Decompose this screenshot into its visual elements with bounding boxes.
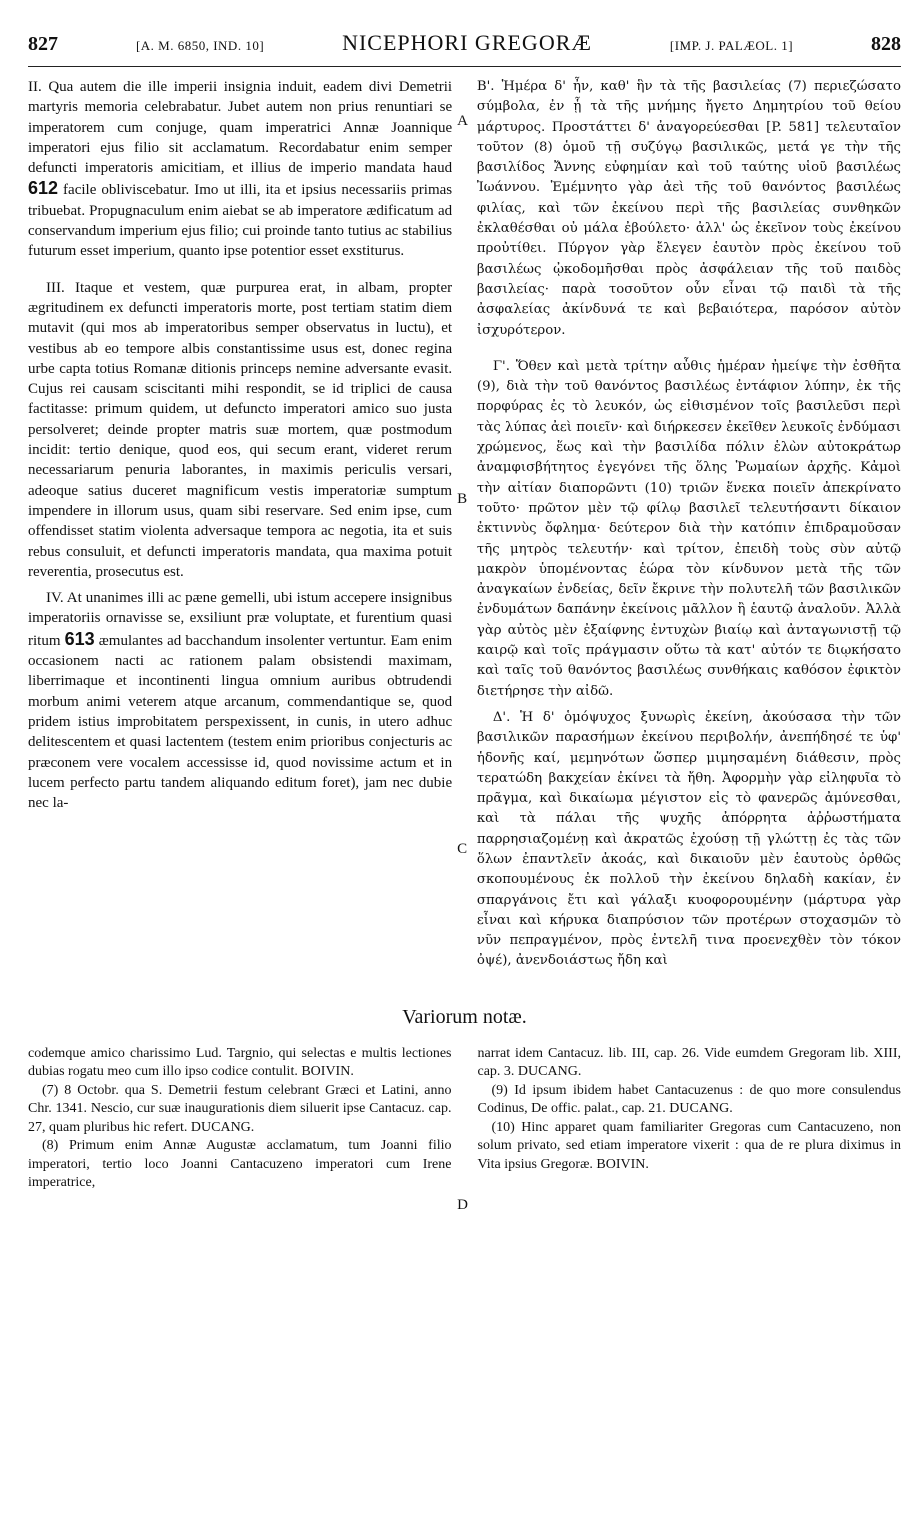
greek-paragraph-4: Δ'. Ἡ δ' ὁμόψυχος ξυνωρὶς ἐκείνη, ἀκούσασα τὴν τῶν βασιλικῶν παρασήμων ἐκείνου περιβολήν, ἀνεπήδησέ τε ὑφ' ἡδονῆς καί, μεμηνότων ὥσπερ μιμησαμένη διάθεσιν, πρὸς τερατώδη βακχείαν ἐκίνει τὰ ἤθη. Ἀφορμὴν γὰρ εἰληφυῖα τὸ πρᾶγμα, καὶ δικαίωμα μέγιστον εἰς τὸ φανερῶς ἀμύνεσθαι, καὶ τὰ πάλαι τῆς ψυχῆς ἀπόρρητα ἀῤῥωστήματα παρρησιαζομένῃ καὶ ἀκρατῶς ἐχούσῃ τῇ γλώττῃ ἐς τὰς τῶν ὅλων ἐπαντλεῖν ἀκοάς, καὶ δικαιοῦν μὲν ἑαυτοὺς ὀρθῶς σκοπουμένους ἐκ πολλοῦ τὴν ἐκείνου δηλαδὴ κακίαν, ἐν σπαργάνοις ἔτι καὶ γάλαξι κυοφορουμένην (μάρτυρα γὰρ εἶναι καὶ κήρυκα διαπρύσιον τῶν προτέρων στοχασμῶν τὸ νῦν πεπραγμένον, πρὸς ἐντελῆ τινα προενεχθὲν τὸν τόκον ὀψέ), ἀνενδοιάστως ἤδη καὶ <box>476 709 901 969</box>
footnote-10: (10) Hinc apparet quam familiariter Gregoras cum Cantacuzeno, non solum privato, sed etiam imperatore vixerit : qua de re plura diximus in Vita ipsius Gregoræ. BOIVIN. <box>477 1119 901 1172</box>
margin-marker-c: C <box>457 841 468 857</box>
footnotes <box>28 1045 901 1193</box>
margin-marker-b: B <box>457 491 468 507</box>
latin-p2-text: II. Qua autem die ille imperii insignia induit, eadem divi Demetrii martyris memoria celebrabatur. Jubet autem non prius renuntiari se imperatorem cum conjuge, quam imperatrici Annæ Joannique imperatori ejus filio sit acclamatum. Recordabatur enim semper defuncti imperatoris amicitiam, et illius de imperio mandata haud <box>28 79 453 177</box>
latin-p4-text: IV. At unanimes illi ac pæne gemelli, ubi istum accepere insignibus imperatoriis ornavisse se, exsiliunt præ voluptate, et furentium quasi ritum <box>28 590 453 649</box>
latin-paragraph-4 <box>28 588 452 813</box>
column-number: 612 <box>28 178 59 199</box>
page-title: NICEPHORI GREGORÆ <box>342 30 592 55</box>
latin-paragraph-3: III. Itaque et vestem, quæ purpurea erat, in albam, propter ægritudinem ex defuncti imperatoris morte, post tertiam statim diem mutavit (qui mos ab imperatoribus semper observatus in luctu), et vestibus ab eo tempore albis constantissime usus est, donec regina urbe capta totius Romanæ ditionis princeps nemine adversante evasit. Cujus rei causam sciscitanti mihi respondit, se id triplici de causa factitasse: primum quidem, ut defuncto imperatori amico suo justa persolveret; deinde propter matris suæ mortem, quæ postmodum incidit: tertio denique, quod eos, qui secum erant, videret rerum necessariarum penuria laborantes, in maximis periculis versari, adeoque satius duceret magnificum vestis imperatoriæ sumptum impendere in illorum usus, quam sibi reservare. Sed enim ipse, cum offendisset statim violenta adversaque tempora ac negotia, ita et suis rebus consuluit, et defuncti imperatoris mandata, qua maxima potuit reverentia, prosecutus est. <box>28 279 453 580</box>
right-reference: [IMP. J. PALÆOL. 1] <box>669 38 794 53</box>
margin-marker-a: A <box>457 113 468 129</box>
greek-paragraph-3: Γ'. Ὅθεν καὶ μετὰ τρίτην αὖθις ἡμέραν ἠμείψε τὴν ἐσθῆτα (9), διὰ τὴν τοῦ θανόντος βασιλέως ἐντάφιον λύπην, ἐκ τῆς πορφύρας ἐς τὸ λευκόν, ὡς εἰθισμένον τοῖς βασιλεῦσι περὶ τὰς λύπας ἀεὶ ποιεῖν· καὶ διήρκεσεν ἐκεῖθεν λευκοῖς ἐνδύμασι χρώμενος, ἕως καὶ τὴν βασιλίδα πόλιν ἑλὼν αὐτοκράτωρ ἀναμφισβήτητος ἐγεγόνει τῆς ὅλης Ῥωμαίων ἀρχῆς. Κἀμοὶ τὴν αἰτίαν διαπορῶντι (10) τριῶν ἕνεκα ποιεῖν ἀπεκρίνατο τοῦτο· πρῶτον μὲν τῷ φίλῳ βασιλεῖ τελευτήσαντι δίκαιον ἐκτιννὺς ὄφλημα· δεύτερον διὰ τὴν κατόπιν ἐπιδραμοῦσαν τῆς μητρὸς τελευτήν· καὶ τρίτον, ἐπειδὴ τοὺς σὺν αὐτῷ μακρὸν ὑπομένοντας ἑώρα τὸν κίνδυνον μετὰ τῆς τῶν ἀναγκαίων ἐνδείας, δεῖν ἔκρινε τὴν πολυτελῆ τῶν βασιλικῶν ἐνδυμάτων δαπάνην ἐκείνοις μᾶλλον ἢ ἑαυτῷ ἀναλοῦν. Ἀλλὰ γὰρ αὐτὸς μὲν ἐξαίφνης ἐντυχὼν βιαίῳ καὶ ἀνταγωνιστῇ τῷ καιρῷ καὶ τοῖς πράγμασιν οὕτω τὰ κατ' αὐτόν τε διῳκήσατο καὶ ταῖς τοῦ θανόντος βασιλέως συνθήκαις καθόσον ἐφικτὸν διετήρησε τὴν αἰδῶ. <box>476 358 901 699</box>
right-page-number: 828 <box>870 33 901 55</box>
latin-p2-rest: facile obliviscebatur. Imo ut illi, ita et ipsius necessariis primas tribuebat. Propugnaculum enim aiebat se ab imperatore ædificatum ad conservandum imperium ejus filio; cui proinde tanto tutius ac stabilius futurum esset imperium, quanto ipse potentior esset exstiturus. <box>28 182 453 260</box>
left-page-number: 827 <box>28 33 58 55</box>
footnote-9: (9) Id ipsum ibidem habet Cantacuzenus : de quo more consulendus Codinus, De offic. palat., cap. 21. DUCANG. <box>477 1082 901 1117</box>
left-reference: [A. M. 6850, IND. 10] <box>135 38 265 53</box>
margin-marker-d: D <box>457 1197 468 1213</box>
latin-paragraph-2 <box>28 77 452 262</box>
footnote-7: (7) 8 Octobr. qua S. Demetrii festum celebrant Græci et Latini, anno Chr. 1341. Nescio, cur suæ inaugurationis diem siluerit ipse Cantacuz. cap. 27, quam pluribus hic refert. DUCANG. <box>28 1082 452 1135</box>
greek-paragraph-2: Β'. Ἡμέρα δ' ἦν, καθ' ἣν τὰ τῆς βασιλείας (7) περιεζώσατο σύμβολα, ἐν ᾗ τὰ τῆς μνήμης ἤγετο Δημητρίου τοῦ θείου μάρτυρος. Προστάττει δ' ἀναγορεύεσθαι [P. 581] τελευταῖον τοῦτον (8) ὁμοῦ τῇ συζύγῳ βασιλικῶς, μετά γε τὴν τῆς βασιλίδος Ἄννης εὐφημίαν καὶ τοῦ ταύτης υἱοῦ βασιλέως Ἰωάννου. Ἐμέμνητο γὰρ ἀεὶ τῆς τοῦ θανόντος βασιλέως φιλίας, καὶ τῶν ἐκείνου περὶ τῆς βασιλείας συνθηκῶν ἐκλαθέσθαι οὐ μάλα ἐβούλετο· ἀλλ' ὡς ἐκεῖνον τοὺς ἐκείνου προὐτίθει. Πύργον γὰρ ἔλεγεν ἑαυτὸν πρὸς ἐκείνου τοῦ βασιλέως ᾠκοδομῆσθαι πρὸς ἀσφάλειαν τῆς τοῦ παιδὸς βασιλείας· παρὰ τοσοῦτον οὖν εἶναι τῷ παιδὶ τὰ τῆς ἀσφαλείας ἀκίνδυνά τε καὶ βεβαιότερα, παρόσον αὐτὸν ἰσχυρότερον. <box>476 79 901 338</box>
column-number: 613 <box>64 628 95 649</box>
footnote-8: (8) Primum enim Annæ Augustæ acclamatum, tum Joanni filio imperatori, tertio loco Joanni Cantacuzeno imperatori cum Irene imperatrice, <box>28 1138 452 1191</box>
running-header <box>28 30 901 67</box>
footnote: codemque amico charissimo Lud. Targnio, qui selectas e multis lectiones dubias rogatu meo cum illo ipso codice contulit. BOIVIN. <box>28 1045 452 1080</box>
latin-column <box>28 77 452 978</box>
latin-p4-rest: æmulantes ad bacchandum insolenter vertuntur. Eam enim occasionem nacti ac rationem palam obsistendi maximam, liberrimaque et incontinenti lingua omnium auribus obtrudendi morbum animi veterem atque arcanum, commendantique se, quod pridem istius improbitatem perspexissent, in cunis, in utero adhuc delitescentem et quasi lactentem (testem enim prioribus conjecturis ac præconem vere vocalem accessisse id, quod novissime actum et in lucem perfecto partu tandem aliquando editum foret), jam nec dubie nec la- <box>28 632 453 812</box>
margin-markers <box>452 77 477 1213</box>
footnote-8-cont: narrat idem Cantacuz. lib. III, cap. 26. Vide eumdem Gregoram lib. XIII, cap. 3. DUCANG. <box>477 1045 901 1080</box>
footnotes-left <box>28 1045 452 1193</box>
notes-heading: Variorum notæ. <box>402 1005 527 1028</box>
footnotes-right <box>478 1045 902 1193</box>
greek-column <box>477 77 901 978</box>
